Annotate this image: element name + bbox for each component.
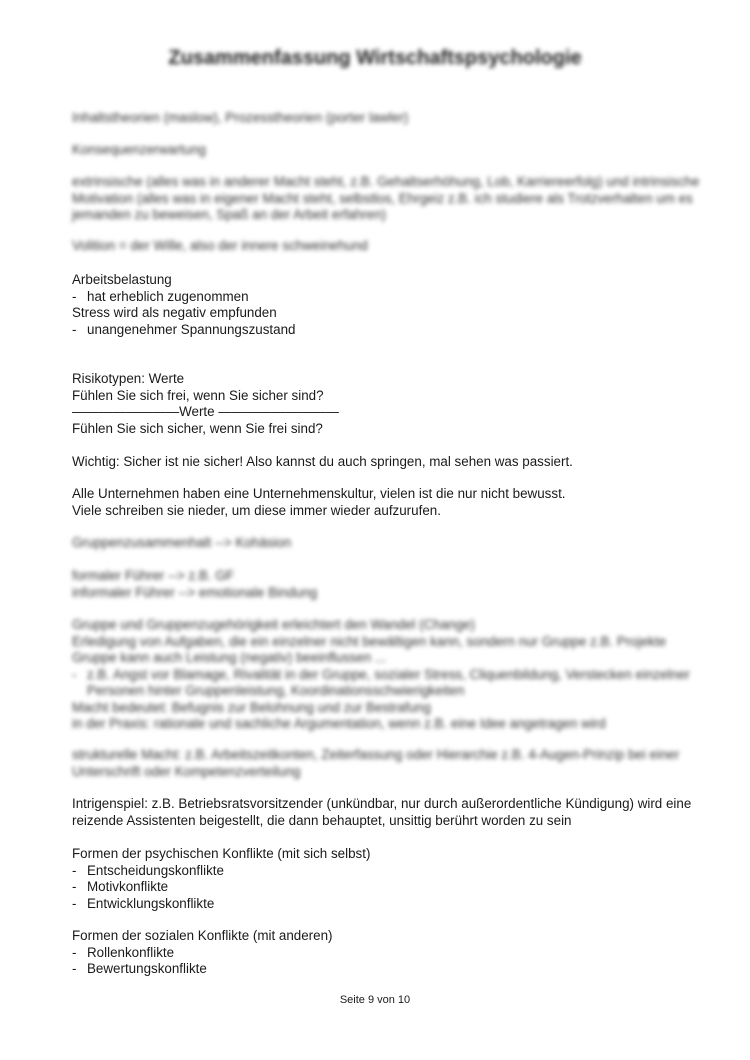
bullet-dash: - xyxy=(72,879,77,894)
text-line: Inhaltstheorien (maslow), Prozesstheorien (porter lawler) xyxy=(72,110,409,125)
list-item xyxy=(72,945,722,962)
text-line: strukturelle Macht: z.B. Arbeitszeitkonten, Zeiterfassung oder Hierarchie z.B. 4-Augen-Prinzip bei einer xyxy=(72,747,680,762)
text-line: Macht bedeutet: Befugnis zur Belohnung und zur Bestrafung xyxy=(72,699,431,715)
bullet-dash: - xyxy=(72,895,77,911)
list-item xyxy=(72,961,722,978)
text-line: Gruppe kann auch Leistung (negativ) beeinflussen ... xyxy=(72,650,387,665)
text-line: Fühlen Sie sich sicher, wenn Sie frei sind? xyxy=(72,420,323,436)
page-number: Seite 9 von 10 xyxy=(339,994,411,1006)
bullet-dash: - xyxy=(72,862,77,878)
list-item-label: Entscheidungskonflikte xyxy=(87,862,224,878)
list-item-label: hat erheblich zugenommen xyxy=(87,288,249,304)
text-line: Gruppe und Gruppenzugehörigkeit erleichtert den Wandel (Change) xyxy=(72,617,475,632)
list-item-label: z.B. Angst vor Blamage, Rivalität in der Gruppe, sozialer Stress, Cliquenbildung, Verstecken einzelner xyxy=(87,666,690,682)
blurred-paragraph xyxy=(72,568,722,601)
list-item-label: Bewertungskonflikte xyxy=(87,961,207,976)
bullet-dash: - xyxy=(72,666,77,682)
text-line: Personen hinter Gruppenleistung, Koordinationsschwierigkeiten xyxy=(87,683,465,698)
list-item-label: Entwicklungskonflikte xyxy=(87,895,215,911)
list-item xyxy=(72,667,722,684)
list-item xyxy=(72,322,722,339)
list-item xyxy=(72,289,722,306)
social-conflicts-section xyxy=(72,928,722,978)
list-item xyxy=(72,879,722,896)
text-line: Viele schreiben sie nieder, um diese immer wieder aufzurufen. xyxy=(72,502,441,518)
blurred-paragraph xyxy=(72,535,722,552)
text-line: extrinsische (alles was in anderer Macht steht, z.B. Gehaltserhöhung, Lob, Karriereerfolg) und intrinsische xyxy=(72,174,700,189)
text-line: Erledigung von Aufgaben, die ein einzelner nicht bewältigen kann, sondern nur Gruppe z.B. Projekte xyxy=(72,633,667,649)
list-item xyxy=(72,896,722,913)
psychological-conflicts-section xyxy=(72,846,722,912)
section-heading: Arbeitsbelastung xyxy=(72,272,172,287)
text-line: in der Praxis: rationale und sachliche Argumentation, wenn z.B. eine Idee angetragen wird xyxy=(72,716,606,731)
list-item-label: Motivkonflikte xyxy=(87,879,169,894)
text-line: informaler Führer --> emotionale Bindung xyxy=(72,584,318,600)
text-line: Unterschrift oder Kompetenzverteilung xyxy=(72,763,301,779)
bullet-dash: - xyxy=(72,321,77,337)
intrigue-paragraph xyxy=(72,796,722,829)
text-line: Stress wird als negativ empfunden xyxy=(72,305,277,320)
text-line: formaler Führer --> z.B. GF xyxy=(72,568,234,583)
bullet-dash: - xyxy=(72,288,77,304)
text-line: Wichtig: Sicher ist nie sicher! Also kannst du auch springen, mal sehen was passiert. xyxy=(72,454,573,469)
blurred-paragraph xyxy=(72,142,722,159)
text-line: Risikotypen: Werte xyxy=(72,371,185,386)
section-heading: Formen der psychischen Konflikte (mit sich selbst) xyxy=(72,846,371,861)
list-item-label: unangenehmer Spannungszustand xyxy=(87,321,296,337)
text-line: Alle Unternehmen haben eine Unternehmenskultur, vielen ist die nur nicht bewusst. xyxy=(72,486,566,501)
text-line: Motivation (alles was in eigener Macht steht, selbstlos, Ehrgeiz z.B. ich studiere als Trotzverhalten um es xyxy=(72,190,693,206)
text-line: Fühlen Sie sich frei, wenn Sie sicher sind? xyxy=(72,387,324,403)
text-line: Volition = der Wille, also der innere schweinehund xyxy=(72,238,368,253)
bullet-dash: - xyxy=(72,944,77,960)
text-line: Gruppenzusammenhalt --> Kohäsion xyxy=(72,535,292,550)
page-title: Zusammenfassung Wirtschaftspsychologie xyxy=(168,47,582,69)
blurred-paragraph xyxy=(72,747,722,780)
important-note xyxy=(72,454,722,471)
text-line: Konsequenzerwartung xyxy=(72,142,206,157)
bullet-dash: - xyxy=(72,961,77,976)
section-heading: Formen der sozialen Konflikte (mit anderen) xyxy=(72,928,333,943)
text-line: ————————Werte ————————— xyxy=(72,404,339,419)
list-item-label: Rollenkonflikte xyxy=(87,944,175,960)
blurred-paragraph xyxy=(72,238,722,255)
culture-paragraph xyxy=(72,486,722,519)
text-line: Intrigenspiel: z.B. Betriebsratsvorsitzender (unkündbar, nur durch außerordentliche Kündigung) wird eine xyxy=(72,796,692,811)
text-line: jemanden zu beweisen, Spaß an der Arbeit erfahren) xyxy=(72,207,387,222)
text-line: reizende Assistenten beigestellt, die dann behauptet, unsittig berührt worden zu sein xyxy=(72,812,572,828)
blurred-paragraph xyxy=(72,617,722,733)
workload-section xyxy=(72,272,722,338)
list-item xyxy=(72,863,722,880)
risk-types-section xyxy=(72,371,722,437)
blurred-paragraph xyxy=(72,110,722,127)
blurred-paragraph xyxy=(72,174,722,224)
